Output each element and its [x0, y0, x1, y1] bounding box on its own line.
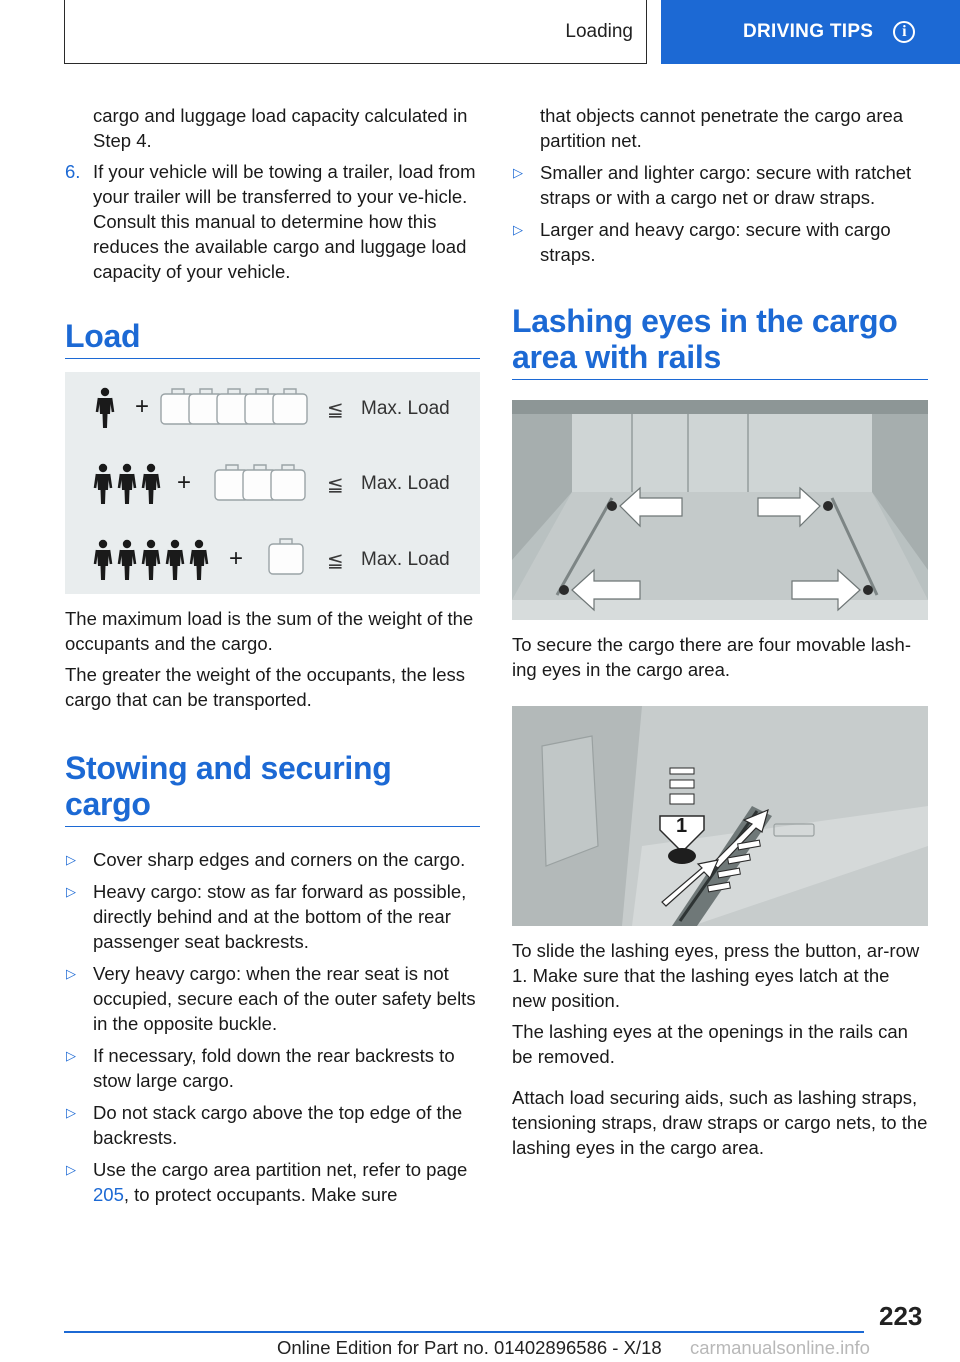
arrow-label-1: 1	[676, 815, 688, 837]
triangle-bullet-icon: ▷	[66, 1105, 76, 1120]
left-column	[65, 103, 480, 1214]
lashing-eye-illustration	[512, 706, 928, 926]
step-text: If your vehicle will be towing a trailer, load from your trailer will be transferred to your ve‐hicle. Consult this manual to determine how this reduces the available cargo and luggage load capacity of your vehicle.	[93, 161, 476, 282]
svg-text:+: +	[135, 393, 150, 420]
bullet-item: ▷ If necessary, fold down the rear backrests to stow large cargo.	[66, 1045, 455, 1091]
row-3	[95, 539, 450, 580]
load-paragraph-1: The maximum load is the sum of the weight of the occupants and the cargo.	[65, 608, 474, 654]
photo2-paragraph-2: The lashing eyes at the openings in the rails can be removed.	[512, 1021, 908, 1067]
triangle-bullet-icon: ▷	[66, 966, 76, 981]
stow-heading: Stowing and securing cargo	[65, 750, 480, 827]
bullet-item: ▷ Use the cargo area partition net, refer to page 205, to protect occupants. Make sure	[66, 1159, 468, 1205]
photo1-caption: To secure the cargo there are four movable lash‐ing eyes in the cargo area.	[512, 634, 911, 680]
cargo-area-photo	[512, 400, 928, 620]
continued-text: that objects cannot penetrate the cargo area partition net.	[540, 105, 904, 151]
load-heading: Load	[65, 318, 480, 359]
triangle-bullet-icon: ▷	[513, 165, 523, 180]
bullet-item: ▷ Larger and heavy cargo: secure with cargo straps.	[513, 219, 891, 265]
photo2-paragraph-1: To slide the lashing eyes, press the button, ar‐row 1. Make sure that the lashing eyes latch at the new position.	[512, 940, 920, 1011]
bullet-item: ▷ Very heavy cargo: when the rear seat is not occupied, secure each of the outer safety belts in the opposite buckle.	[66, 963, 476, 1034]
load-diagram	[65, 372, 480, 594]
row-1	[97, 388, 450, 428]
continued-text: cargo and luggage load capacity calculated in Step 4.	[93, 105, 468, 151]
watermark: carmanualsonline.info	[690, 1337, 870, 1358]
svg-text:+: +	[229, 545, 244, 572]
triangle-bullet-icon: ▷	[66, 884, 76, 899]
svg-text:Max. Load: Max. Load	[361, 398, 450, 419]
edition-text: Online Edition for Part no. 01402896586 - X/18	[277, 1337, 662, 1358]
header-section-box	[64, 0, 647, 64]
footer-divider	[64, 1331, 864, 1333]
bullet-item: ▷ Heavy cargo: stow as far forward as possible, directly behind and at the bottom of the rear passenger seat backrests.	[66, 881, 467, 952]
triangle-bullet-icon: ▷	[66, 1048, 76, 1063]
header-chapter-title: DRIVING TIPS	[743, 21, 874, 42]
row-2	[95, 464, 450, 504]
svg-text:Max. Load: Max. Load	[361, 549, 450, 570]
header-chapter-tab[interactable]	[661, 0, 960, 64]
step-6	[65, 159, 480, 284]
load-figure	[65, 372, 480, 594]
cargo-area-illustration	[512, 400, 928, 620]
lashing-heading: Lashing eyes in the cargo area with rails	[512, 303, 928, 380]
bullet-item: ▷ Smaller and lighter cargo: secure with ratchet straps or with a cargo net or draw straps.	[513, 162, 912, 208]
triangle-bullet-icon: ▷	[66, 852, 76, 867]
page-reference-link[interactable]: 205	[93, 1184, 124, 1205]
right-column	[512, 103, 928, 1166]
header-section-title: Loading	[565, 20, 633, 42]
step-number: 6.	[65, 161, 81, 182]
svg-text:≦: ≦	[327, 397, 344, 421]
page-number: 223	[879, 1301, 923, 1331]
load-paragraph-2: The greater the weight of the occupants, the less cargo that can be transported.	[65, 664, 466, 710]
triangle-bullet-icon: ▷	[66, 1162, 76, 1177]
photo2-paragraph-3: Attach load securing aids, such as lashing straps, tensioning straps, draw straps or cargo nets, to the lashing eyes in the cargo area.	[512, 1087, 928, 1158]
triangle-bullet-icon: ▷	[513, 222, 523, 237]
svg-text:+: +	[177, 469, 192, 496]
bullet-item: ▷ Cover sharp edges and corners on the cargo.	[66, 849, 466, 870]
lashing-eye-photo	[512, 706, 928, 926]
svg-text:≦: ≦	[327, 548, 344, 572]
svg-text:Max. Load: Max. Load	[361, 473, 450, 494]
bullet-item: ▷ Do not stack cargo above the top edge of the backrests.	[66, 1102, 463, 1148]
svg-text:≦: ≦	[327, 472, 344, 496]
info-icon[interactable]: i	[893, 21, 915, 43]
